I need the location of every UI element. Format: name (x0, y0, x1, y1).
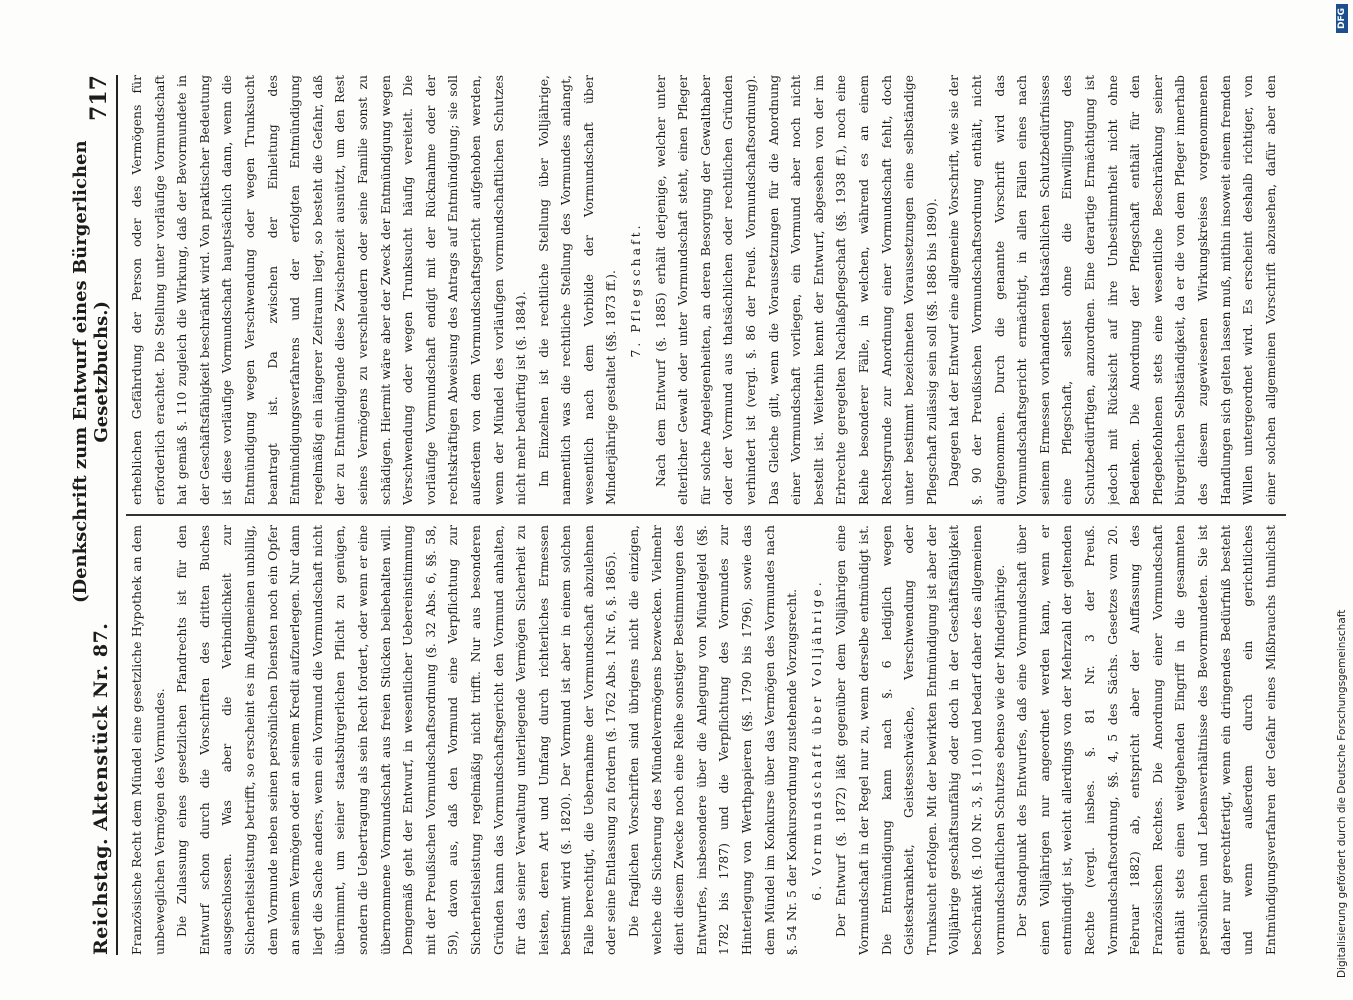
dfg-logo: DFG (1336, 4, 1348, 33)
page-number: 717 (86, 75, 112, 121)
header-title: (Denkschrift zum Entwurf eines Bürgerlichen Gesetzbuchs.) (70, 140, 112, 604)
paragraph: Die Zulassung eines gesetzlichen Pfandrechts ist für den Entwurf schon durch die Vorschriften des dritten Buches ausgeschlossen. Was aber die Verbindlichkeit zur Sicherheitsleistung betrifft, so erscheint es im Allgemeinen unbillig, dem Vormunde neben seinen persönlichen Diensten noch ein Opfer an seinem Vermögen oder an seinem Kredit aufzuerlegen. Nur dann liegt die Sache anders, wenn ein Vormund die Vormundschaft nicht übernimmt, um seiner staatsbürgerlichen Pflicht zu genügen, sondern die Uebertragung als sein Recht fordert, oder wenn er eine übernommene Vormundschaft aus freien Stücken beibehalten will. Demgemäß geht der Entwurf, in wesentlicher Uebereinstimmung mit der Preußischen Vormundschaftsordnung (§. 32 Abs. 6, §§. 58, 59), davon aus, daß den Vormund eine Verpflichtung zur Sicherheitsleistung regelmäßig nicht trifft. Nur aus besonderen Gründen kann das Vormundschaftsgericht den Vormund anhalten, für das seiner Verwaltung unterliegende Vermögen Sicherheit zu leisten, deren Art und Umfang durch richterliches Ermessen bestimmt wird (§. 1820). Der Vormund ist aber in einem solchen Falle berechtigt, die Uebernahme der Vormundschaft abzulehnen oder seine Entlassung zu fordern (§. 1762 Abs. 1 Nr. 6, §. 1865). (174, 525, 619, 955)
paragraph: Nach dem Entwurf (§. 1885) erhält derjenige, welcher unter elterlicher Gewalt oder unter Vormundschaft steht, einen Pfleger für solche Angelegenheiten, an deren Besorgung der Gewalthaber oder der Vormund aus thatsächlichen oder rechtlichen Gründen verhindert ist (vergl. §. 86 der Preuß. Vormundschaftsordnung). Das Gleiche gilt, wenn die Voraussetzungen für die Anordnung einer Vormundschaft vorliegen, ein Vormund aber noch nicht bestellt ist. Weiterhin kennt der Entwurf, abgesehen von der im Erbrechte geregelten Nachlaßpflegschaft (§§. 1938 ff.), noch eine Reihe besonderer Fälle, in welchen, während es an einem Rechtsgrunde zur Anordnung einer Vormundschaft fehlt, doch unter bestimmt bezeichneten Voraussetzungen eine selbständige Pflegschaft zulässig sein soll (§§. 1886 bis 1890). (652, 75, 939, 505)
paragraph: Dagegen hat der Entwurf eine allgemeine Vorschrift, wie sie der §. 90 der Preußischen Vormundschaftsordnung enthält, nicht aufgenommen. Durch die genannte Vorschrift wird das Vormundschaftsgericht ermächtigt, in allen Fällen eines nach seinem Ermessen vorhandenen thatsächlichen Schutzbedürfnisses eine Pflegschaft, selbst ohne die Einwilligung des Schutzbedürftigen, anzuordnen. Eine derartige Ermächtigung ist jedoch mit Rücksicht auf ihre Unbestimmtheit nicht ohne Bedenken. Die Anordnung der Pflegschaft enthält für den Pflegebefohlenen stets eine wesentliche Beschränkung seiner bürgerlichen Selbständigkeit, da er die von dem Pfleger innerhalb des diesem zugewiesenen Wirkungskreises vorgenommenen Handlungen sich gelten lassen muß, mithin insoweit einem fremden Willen untergeordnet wird. Es erscheint deshalb richtiger, von einer solchen allgemeinen Vorschrift abzusehen, dafür aber den (946, 75, 1278, 505)
paragraph: Der Standpunkt des Entwurfes, daß eine Vormundschaft über einen Volljährigen nur angeordnet werden kann, wenn er entmündigt ist, weicht allerdings von der Mehrzahl der geltenden Rechte (vergl. insbes. §. 81 Nr. 3 der Preuß. Vormundschaftsordnung, §§. 4, 5 des Sächs. Gesetzes vom 20. Februar 1882) ab, entspricht aber der Auffassung des Französischen Rechtes. Die Anordnung einer Vormundschaft enthält stets einen weitgehenden Eingriff in die gesammten persönlichen und Lebensverhältnisse des Bevormundeten. Sie ist daher nur gerechtfertigt, wenn ein dringendes Bedürfniß besteht und wenn außerdem durch ein gerichtliches Entmündigungsverfahren der Gefahr eines Mißbrauchs thunlichst (1014, 525, 1278, 955)
paragraph: Die fraglichen Vorschriften sind übrigens nicht die einzigen, welche die Sicherung des Mündelvermögens bezwecken. Vielmehr dient diesem Zwecke noch eine Reihe sonstiger Bestimmungen des Entwurfes, insbesondere über die Anlegung von Mündelgeld (§§. 1782 bis 1787) und die Verpflichtung des Vormundes zur Hinterlegung von Werthpapieren (§§. 1790 bis 1796), sowie das dem Mündel im Konkurse über das Vermögen des Vormundes nach §. 54 Nr. 5 der Konkursordnung zustehende Vorzugsrecht. (626, 525, 800, 955)
credit-text: Digitalisierung gefördert durch die Deutsche Forschungsgemeinschaft (1336, 609, 1348, 978)
right-column (126, 75, 1286, 505)
page-header (70, 75, 118, 955)
left-column (126, 525, 1286, 955)
paragraph: Französische Recht dem Mündel eine gesetzliche Hypothek an dem unbeweglichen Vermögen des Vormundes. (129, 525, 167, 955)
section-heading: 7. Pflegschaft. (628, 222, 644, 358)
paragraph: Im Einzelnen ist die rechtliche Stellung über Volljährige, namentlich was die rechtliche Stellung des Vormundes anlangt, wesentlich nach dem Vorbilde der Vormundschaft über Minderjährige gestaltet (§§. 1873 ff.). (535, 75, 619, 505)
header-left: Reichstag. Aktenstück Nr. 87. (90, 622, 112, 955)
rotated-page (70, 75, 1288, 955)
text-columns (126, 75, 1286, 955)
column-divider (126, 514, 1286, 516)
paragraph: erheblichen Gefährdung der Person oder des Vermögens für erforderlich erachtet. Die Stellung unter vorläufige Vormundschaft hat gemäß §. 110 zugleich die Wirkung, daß der Bevormundete in der Geschäftsfähigkeit beschränkt wird. Von praktischer Bedeutung ist diese vorläufige Vormundschaft hauptsächlich dann, wenn die Entmündigung wegen Verschwendung oder wegen Trunksucht beantragt ist. Da zwischen der Einleitung des Entmündigungsverfahrens und der erfolgten Entmündigung regelmäßig ein längerer Zeitraum liegt, so besteht die Gefahr, daß der zu Entmündigende diese Zwischenzeit ausnützt, um den Rest seines Vermögens zu verschleudern oder seine Familie sonst zu schädigen. Hiermit wäre aber der Zweck der Entmündigung wegen Verschwendung oder wegen Trunksucht häufig vereitelt. Die vorläufige Vormundschaft endigt mit der Rücknahme oder der rechtskräftigen Abweisung des Antrags auf Entmündigung; sie soll außerdem von dem Vormundschaftsgericht aufgehoben werden, wenn der Mündel des vorläufigen vormundschaftlichen Schutzes nicht mehr bedürftig ist (§. 1884). (129, 75, 529, 505)
section-heading: 6. Vormundschaft über Volljährige. (808, 579, 824, 901)
digitization-credit (1331, 0, 1353, 990)
paragraph: Der Entwurf (§. 1872) läßt gegenüber dem Volljährigen eine Vormundschaft in der Regel nur zu, wenn derselbe entmündigt ist. Die Entmündigung kann nach §. 6 lediglich wegen Geisteskrankheit, Geistesschwäche, Verschwendung oder Trunksucht erfolgen. Mit der bewirkten Entmündigung ist aber der Volljährige geschäftsunfähig oder doch in der Geschäftsfähigkeit beschränkt (§. 100 Nr. 3, §. 110) und bedarf daher des allgemeinen vormundschaftlichen Schutzes ebenso wie der Minderjährige. (833, 525, 1007, 955)
